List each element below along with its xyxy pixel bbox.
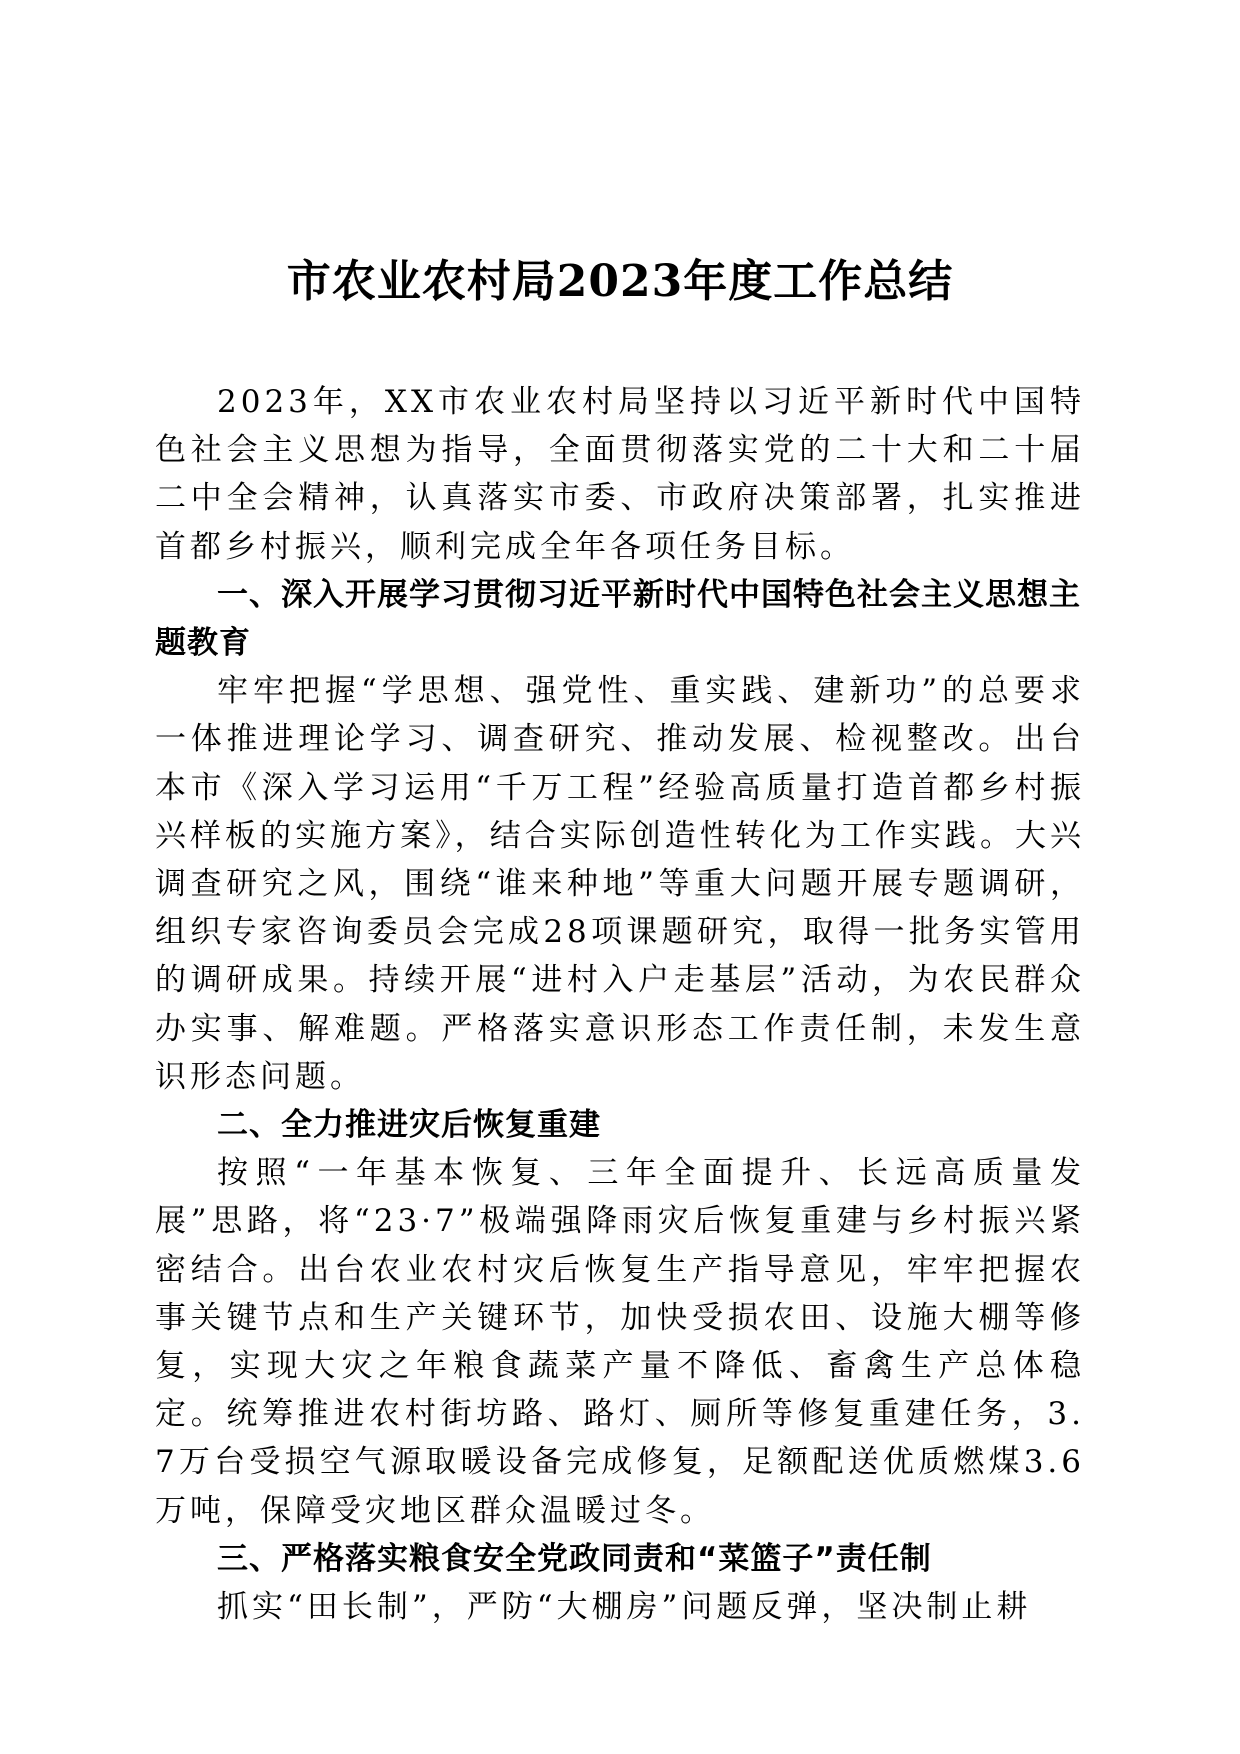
document-title: 市农业农村局2023年度工作总结: [286, 256, 954, 307]
section-body-2: 按照“一年基本恢复、三年全面提升、长远高质量发展”思路，将“23·7”极端强降雨灾后恢复重建与乡村振兴紧密结合。出台农业农村灾后恢复生产指导意见，牢牢把握农事关键节点和生产关键环节，加快受损农田、设施大棚等修复，实现大灾之年粮食蔬菜产量不降低、畜禽生产总体稳定。统筹推进农村街坊路、路灯、厕所等修复重建任务，3.7万台受损空气源取暖设备完成修复，足额配送优质燃煤3.6万吨，保障受灾地区群众温暖过冬。: [155, 1155, 1085, 1529]
intro-paragraph: 2023年，XX市农业农村局坚持以习近平新时代中国特色社会主义思想为指导，全面贯彻落实党的二十大和二十届二中全会精神，认真落实市委、市政府决策部署，扎实推进首都乡村振兴，顺利完成全年各项任务目标。: [155, 384, 1085, 565]
section-heading-3: 三、严格落实粮食安全党政同责和“菜篮子”责任制: [217, 1540, 932, 1577]
section-body-3: 抓实“田长制”，严防“大棚房”问题反弹，坚决制止耕: [217, 1589, 1032, 1626]
section-heading-1: 一、深入开展学习贯彻习近平新时代中国特色社会主义思想主题教育: [155, 576, 1081, 662]
document-body: [155, 378, 1085, 1631]
section-heading-2: 二、全力推进灾后恢复重建: [217, 1107, 601, 1144]
section-body-1: 牢牢把握“学思想、强党性、重实践、建新功”的总要求一体推进理论学习、调查研究、推动发展、检视整改。出台本市《深入学习运用“千万工程”经验高质量打造首都乡村振兴样板的实施方案》，结合实际创造性转化为工作实践。大兴调查研究之风，围绕“谁来种地”等重大问题开展专题调研，组织专家咨询委员会完成28项课题研究，取得一批务实管用的调研成果。持续开展“进村入户走基层”活动，为农民群众办实事、解难题。严格落实意识形态工作责任制，未发生意识形态问题。: [155, 673, 1085, 1095]
